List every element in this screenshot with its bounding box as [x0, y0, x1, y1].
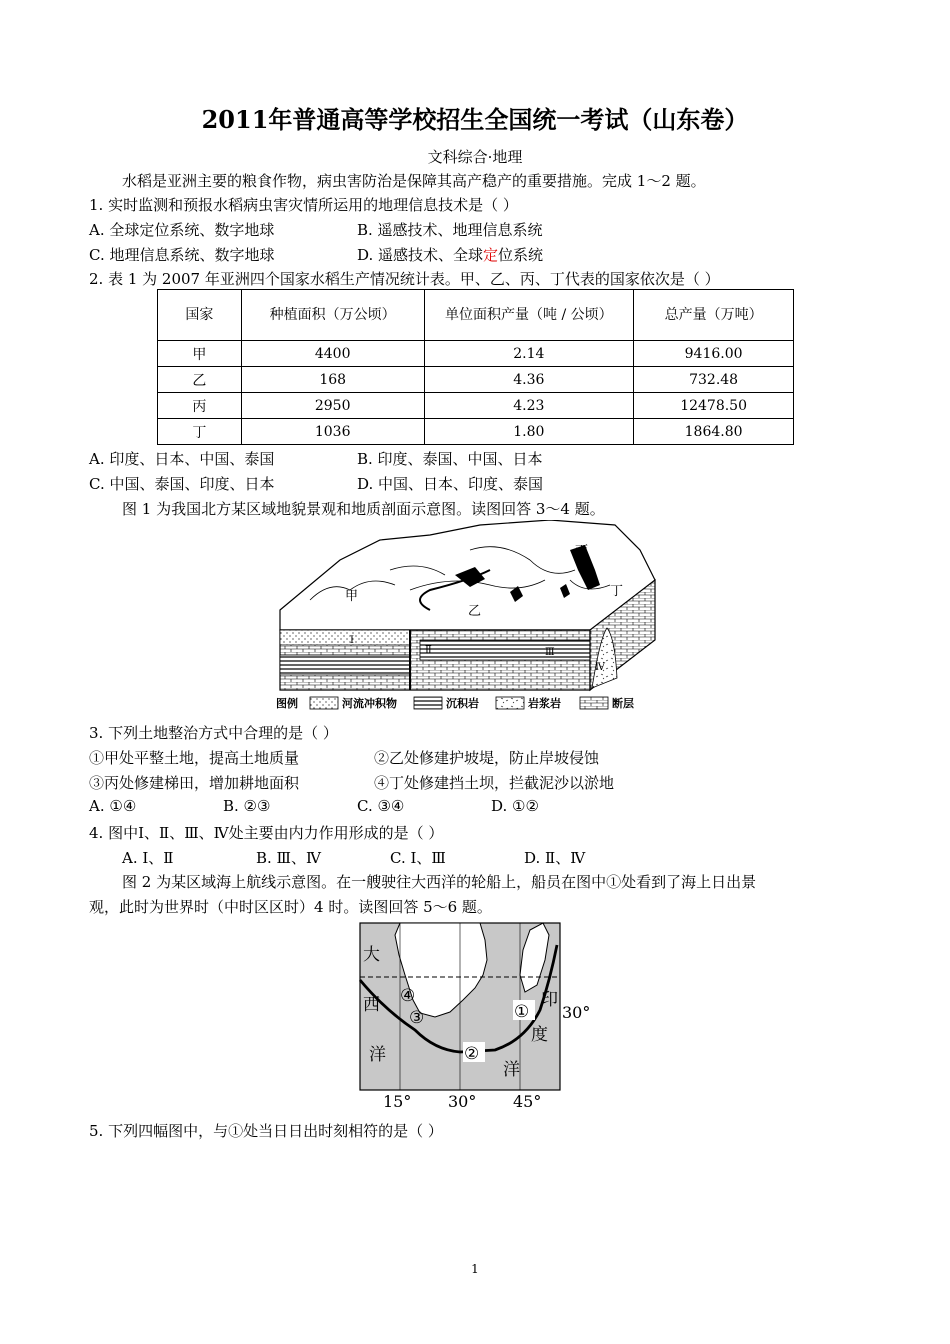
legend-title: 图例 [276, 697, 298, 710]
legend-magmatic: 岩浆岩 [528, 697, 561, 710]
table-cell: 丁 [158, 419, 242, 445]
q2-option-c: C. 中国、泰国、印度、日本 [89, 475, 275, 493]
intro-1: 水稻是亚洲主要的粮食作物，病虫害防治是保障其高产稳产的重要措施。完成 1～2 题。 [122, 172, 706, 190]
table-row [158, 367, 794, 393]
q4-option-b: B. Ⅲ、Ⅳ [256, 849, 322, 867]
table-cell: 1.80 [424, 419, 634, 445]
label-region-1: Ⅰ [350, 635, 354, 646]
q1-option-c: C. 地理信息系统、数字地球 [89, 246, 275, 264]
page-number: 1 [471, 1262, 479, 1276]
table-header-cell: 种植面积（万公顷） [241, 290, 424, 341]
q2-stem: 2. 表 1 为 2007 年亚洲四个国家水稻生产情况统计表。甲、乙、丙、丁代表的国家依次是（ ） [89, 270, 720, 288]
table-row [158, 341, 794, 367]
label-bing: 丙 [575, 544, 589, 559]
point-4: ④ [400, 986, 416, 1006]
indian-char-3: 洋 [503, 1060, 520, 1080]
q2-option-b: B. 印度、泰国、中国、日本 [357, 450, 543, 468]
latitude-label: 30° [562, 1003, 591, 1022]
table-row [158, 419, 794, 445]
longitude-label-30: 30° [448, 1092, 477, 1111]
q3-statement-3: ③丙处修建梯田，增加耕地面积 [89, 774, 300, 792]
table-row [158, 393, 794, 419]
q4-stem: 4. 图中Ⅰ、Ⅱ、Ⅲ、Ⅳ处主要由内力作用形成的是（ ） [89, 824, 444, 842]
q3-statement-4: ④丁处修建挡土坝，拦截泥沙以淤地 [374, 774, 615, 792]
table-header-cell: 国家 [158, 290, 242, 341]
q3-option-a: A. ①④ [89, 797, 137, 815]
q1-option-d: D. 遥感技术、全球定位系统 [357, 246, 544, 264]
point-3: ③ [409, 1008, 425, 1028]
table-cell: 4400 [241, 341, 424, 367]
q1-stem: 1. 实时监测和预报水稻病虫害灾情所运用的地理信息技术是（ ） [89, 196, 518, 214]
longitude-label-15: 15° [383, 1092, 412, 1111]
q3-option-c: C. ③④ [357, 797, 405, 815]
legend-magmatic-swatch [496, 697, 524, 709]
legend-fault: 断层 [612, 697, 634, 710]
table-cell: 丙 [158, 393, 242, 419]
table-cell: 1864.80 [634, 419, 794, 445]
legend-fault-swatch [580, 697, 608, 709]
highlighted-char: 定 [483, 246, 499, 264]
table-cell: 4.23 [424, 393, 634, 419]
intro-3-line-2: 观，此时为世界时（中时区区时）4 时。读图回答 5～6 题。 [89, 898, 492, 916]
q2-option-d: D. 中国、日本、印度、泰国 [357, 475, 544, 493]
indian-char-2: 度 [531, 1025, 548, 1045]
figure-1-geology-diagram [270, 520, 670, 715]
atlantic-char-3: 洋 [369, 1045, 386, 1065]
q3-option-b: B. ②③ [223, 797, 271, 815]
q3-statement-1: ①甲处平整土地，提高土地质量 [89, 749, 300, 767]
point-1: ① [514, 1002, 530, 1022]
table-header-row [158, 290, 794, 341]
table-cell: 2.14 [424, 341, 634, 367]
legend-sedimentary: 沉积岩 [446, 697, 479, 710]
atlantic-char-1: 大 [363, 945, 380, 965]
figure-2-route-map [355, 920, 605, 1112]
table-cell: 甲 [158, 341, 242, 367]
q4-option-a: A. Ⅰ、Ⅱ [122, 849, 174, 867]
page-title: 2011年普通高等学校招生全国统一考试（山东卷） [201, 105, 749, 134]
q3-stem: 3. 下列土地整治方式中合理的是（ ） [89, 724, 338, 742]
legend-alluvium: 河流冲积物 [342, 697, 397, 710]
table-cell: 9416.00 [634, 341, 794, 367]
table-cell: 168 [241, 367, 424, 393]
legend-sedimentary-swatch [414, 697, 442, 709]
table-cell: 乙 [158, 367, 242, 393]
indian-char-1: 印 [541, 990, 558, 1010]
legend-alluvium-swatch [310, 697, 338, 709]
table-cell: 1036 [241, 419, 424, 445]
longitude-label-45: 45° [513, 1092, 542, 1111]
q2-option-a: A. 印度、日本、中国、泰国 [89, 450, 275, 468]
table-cell: 732.48 [634, 367, 794, 393]
table-cell: 2950 [241, 393, 424, 419]
table-cell: 12478.50 [634, 393, 794, 419]
table-header-cell: 单位面积产量（吨 / 公顷） [424, 290, 634, 341]
q1-option-a: A. 全球定位系统、数字地球 [89, 221, 275, 239]
q5-stem: 5. 下列四幅图中，与①处当日日出时刻相符的是（ ） [89, 1122, 443, 1140]
label-jia: 甲 [345, 589, 359, 604]
label-region-4: Ⅳ [595, 662, 605, 673]
rice-statistics-table [157, 289, 794, 445]
q1-option-b: B. 遥感技术、地理信息系统 [357, 221, 543, 239]
label-region-2: Ⅱ [425, 645, 432, 656]
label-region-3: Ⅲ [545, 647, 555, 658]
label-ding: 丁 [610, 584, 624, 599]
point-2: ② [464, 1044, 480, 1064]
q4-option-c: C. Ⅰ、Ⅲ [390, 849, 446, 867]
q3-option-d: D. ①② [491, 797, 539, 815]
table-cell: 4.36 [424, 367, 634, 393]
atlantic-char-2: 西 [363, 995, 380, 1015]
intro-2: 图 1 为我国北方某区域地貌景观和地质剖面示意图。读图回答 3～4 题。 [122, 500, 605, 518]
label-yi: 乙 [468, 604, 482, 619]
q4-option-d: D. Ⅱ、Ⅳ [524, 849, 586, 867]
table-header-cell: 总产量（万吨） [634, 290, 794, 341]
intro-3-line-1: 图 2 为某区域海上航线示意图。在一艘驶往大西洋的轮船上，船员在图中①处看到了海上日出景 [122, 873, 757, 891]
page-subtitle: 文科综合·地理 [427, 148, 523, 166]
q3-statement-2: ②乙处修建护坡堤，防止岸坡侵蚀 [374, 749, 600, 767]
